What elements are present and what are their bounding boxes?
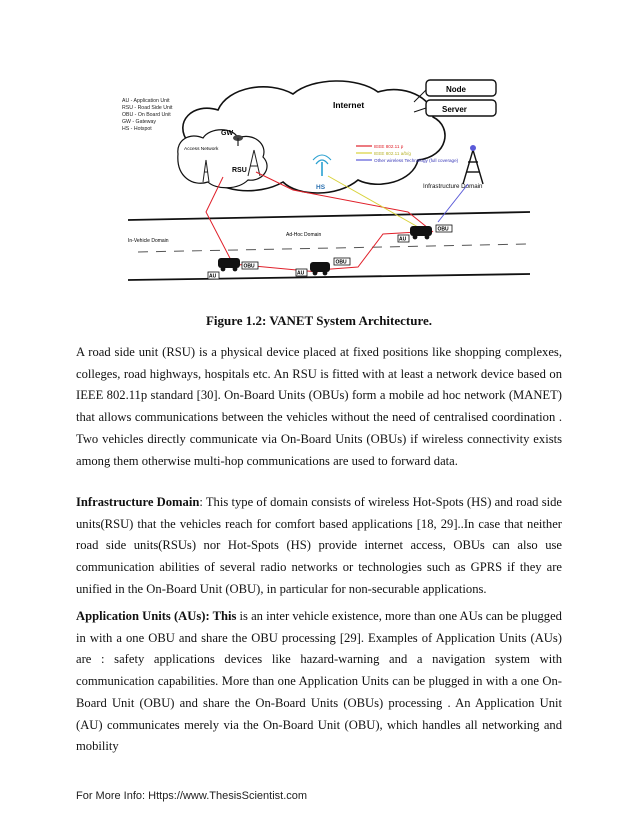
node-label: Node xyxy=(446,85,466,94)
adhoc-domain-label: Ad-Hoc Domain xyxy=(286,232,322,238)
internet-label: Internet xyxy=(333,100,365,110)
obu-tag: OBU xyxy=(243,263,255,270)
au-tag: AU xyxy=(399,236,407,243)
legend-line: RSU - Road Side Unit xyxy=(122,105,173,111)
node-box xyxy=(426,80,496,96)
gw-label: GW xyxy=(221,130,234,137)
server-label: Server xyxy=(442,105,467,114)
au-tag: AU xyxy=(209,273,217,280)
obu-tag: OBU xyxy=(437,226,449,233)
section-heading: Infrastructure Domain xyxy=(76,495,200,509)
server-box xyxy=(426,100,496,116)
road-bottom-edge xyxy=(128,274,530,280)
paragraph-body: : This type of domain consists of wireless Hot-Spots (HS) and road side units(RSU) that the vehicles reach for comfort based applications [18, 29]..In case that neither road side units(RSUs) nor Hot-Spots (HS) provide internet access, OBUs can also use communication abilities of several radio networks or technologies such as GPRS if they are unified in the On-Board Unit (OBU), in particular for non-securable applications. xyxy=(76,495,562,596)
vanet-architecture-figure xyxy=(118,72,538,294)
section-heading: Application Units (AUs): This xyxy=(76,609,237,623)
tech-legend-item: IEEE 802.11 a/b/g xyxy=(374,151,411,156)
vehicle-icon xyxy=(410,226,432,239)
in-vehicle-domain-label: In-Vehicle Domain xyxy=(128,238,169,244)
legend-line: OBU - On Board Unit xyxy=(122,112,171,118)
obu-tag: OBU xyxy=(335,259,347,266)
au-tag: AU xyxy=(297,270,305,277)
paragraph-infrastructure-domain xyxy=(76,492,562,601)
footer-link[interactable]: For More Info: Https://www.ThesisScientist.com xyxy=(76,790,308,802)
infrastructure-tower-icon xyxy=(463,145,483,184)
hs-label: HS xyxy=(316,184,326,191)
tech-legend-item: IEEE 802.11 p xyxy=(374,144,404,149)
vehicle-icon xyxy=(218,258,240,271)
paragraph-body: is an inter vehicle existence, more than one AUs can be plugged in with a one OBU and share the OBU processing [29]. Examples of Application Units (AUs) are : safety applications devices like hazard-warning and a navigation system with communication capabilities. More than one Application Units can be plugged in with a one On-Board Unit (OBU) and share the On-Board Units (OBUs) processing . An Application Unit (AU) communicates merely via the On-Board Unit (OBU), which handles all networking and mobility xyxy=(76,609,562,754)
legend-line: GW - Gateway xyxy=(122,119,157,125)
abbreviation-legend xyxy=(122,98,173,132)
legend-line: HS - Hotspot xyxy=(122,126,152,132)
rsu-label: RSU xyxy=(232,167,247,174)
paragraph-application-units xyxy=(76,606,562,758)
vehicle-icon xyxy=(310,262,330,275)
legend-line: AU - Application Unit xyxy=(122,98,170,104)
access-network-label: Access Network xyxy=(184,147,219,152)
road-center-line xyxy=(138,244,528,252)
figure-caption: Figure 1.2: VANET System Architecture. xyxy=(205,313,433,328)
tech-legend-item: Other wireless Technology (full coverage) xyxy=(374,158,459,163)
road-top-edge xyxy=(128,212,530,220)
infrastructure-domain-label: Infrastructure Domain xyxy=(423,183,483,190)
paragraph-rsu: A road side unit (RSU) is a physical device placed at fixed positions like shopping complexes, colleges, road highways, hospitals etc. An RSU is fitted with at least a network device based on IEEE 802.11p standard [30]. On-Board Units (OBUs) form a mobile ad hoc network (MANET) that allows communications between the vehicles without the need of centralised coordination . Two vehicles directly communicate via On-Board Units (OBUs) if wireless connectivity exists among them otherwise multi-hop communications are used to forward data. xyxy=(76,345,562,468)
